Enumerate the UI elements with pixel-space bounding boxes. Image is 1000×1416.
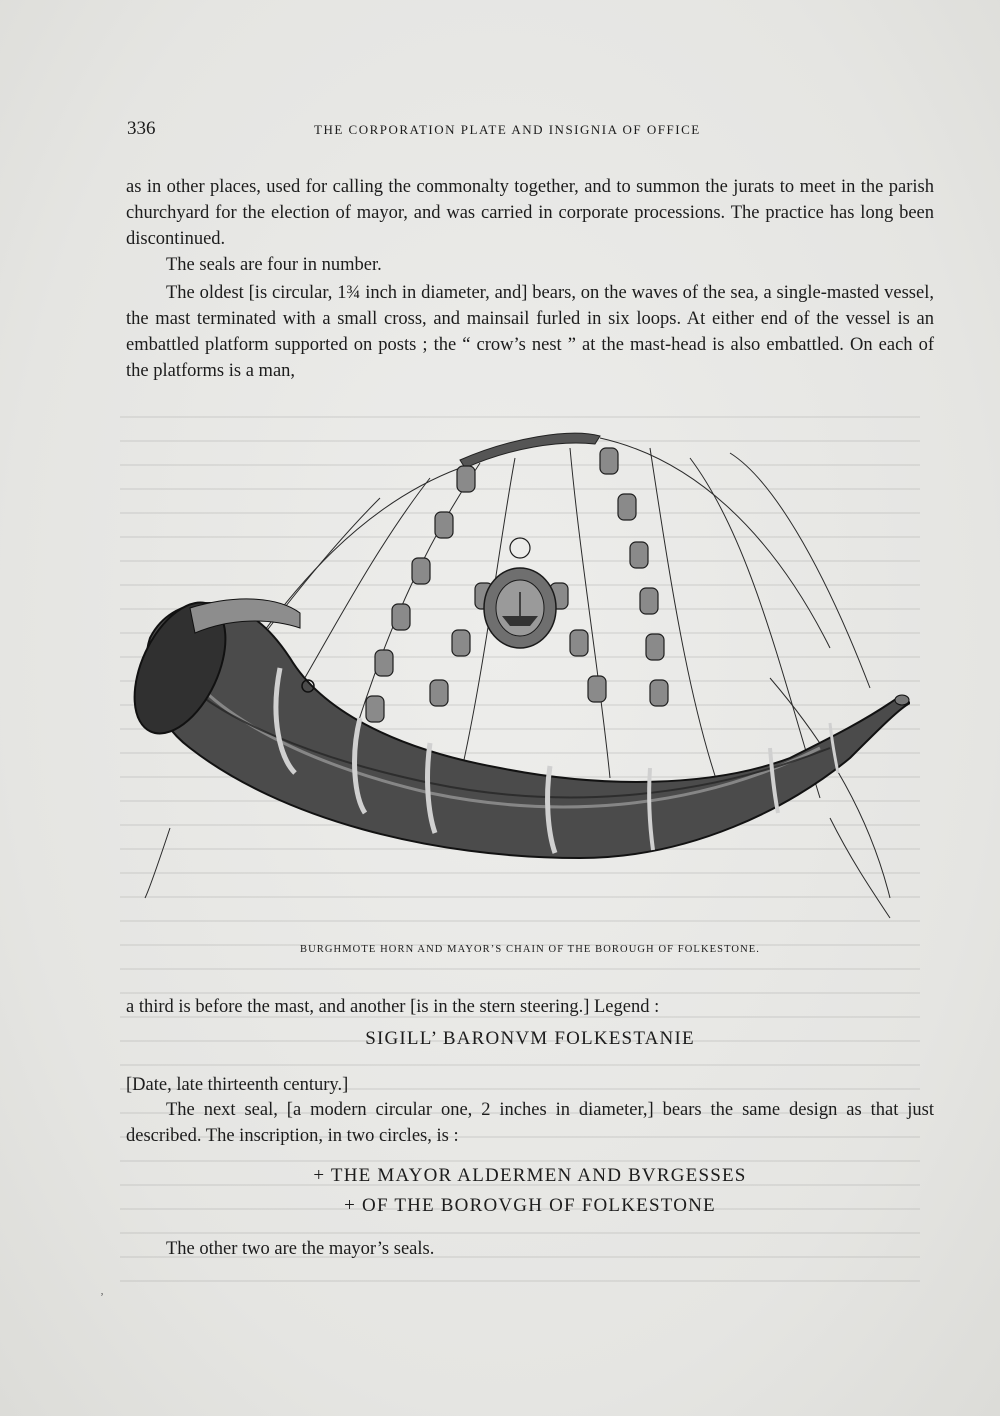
running-title: THE CORPORATION PLATE AND INSIGNIA OF OFFICE	[314, 122, 701, 137]
paragraph-next-seal: The next seal, [a modern circular one, 2 inches in diameter,] bears the same design as that just described. The inscription, in two circles, is :	[126, 1100, 934, 1146]
mayor-badge	[484, 568, 556, 648]
chain-bar	[460, 433, 600, 468]
paragraph-oldest-seal: The oldest [is circular, 1¾ inch in diameter, and] bears, on the waves of the sea, a single-masted vessel, the mast terminated with a small cross, and mainsail furled in six loops. At either end of the vessel is an embattled platform supported on posts ; the “ crow’s nest ” at the mast-head is also embattled. On each of the platforms is a man,	[126, 283, 934, 381]
seal-legend: SIGILL’ BARONVM FOLKESTANIE	[365, 1028, 695, 1049]
stray-mark: ʼ	[100, 1290, 104, 1304]
paragraph-date: [Date, late thirteenth century.]	[126, 1075, 349, 1095]
inscription-line-2: + OF THE BOROVGH OF FOLKESTONE	[344, 1195, 716, 1216]
paragraph-seals-count: The seals are four in number.	[166, 255, 382, 275]
paragraph-third-man: a third is before the mast, and another [is in the stern steering.] Legend :	[126, 997, 660, 1017]
paragraph-mayor-seals: The other two are the mayor’s seals.	[166, 1239, 435, 1259]
inscription-line-1: + THE MAYOR ALDERMEN AND BVRGESSES	[313, 1165, 747, 1186]
horn-and-chain-illustration	[130, 418, 910, 938]
figure-caption: BURGHMOTE HORN AND MAYOR’S CHAIN OF THE BOROUGH OF FOLKESTONE.	[299, 944, 761, 955]
page-number: 336	[127, 118, 156, 139]
paragraph-continuation: as in other places, used for calling the commonalty together, and to summon the jurats to meet in the parish churchyard for the election of mayor, and was carried in corporate processions. The practice has long been discontinued.	[126, 177, 934, 249]
